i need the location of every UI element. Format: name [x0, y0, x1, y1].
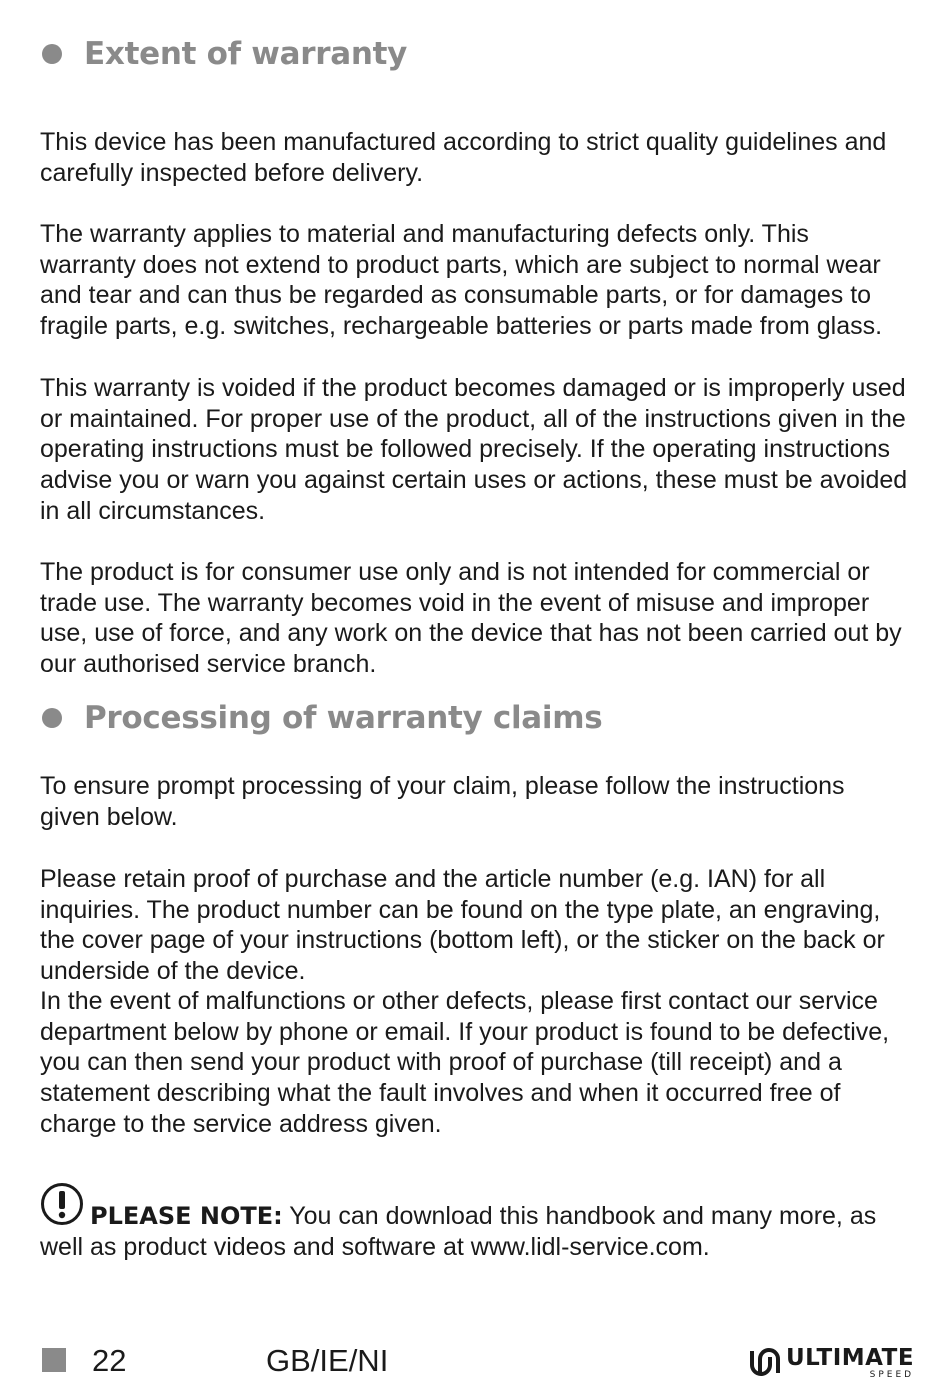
brand-logo [748, 1346, 914, 1380]
paragraph: Please retain proof of purchase and the article number (e.g. IAN) for all inquiries. The product number can be found on the type plate, an engraving, the cover page of your instructions (bottom left), or the sticker on the back or underside of the device. [40, 865, 885, 986]
paragraph: This warranty is voided if the product becomes damaged or is improperly used or maintained. For proper use of the product, all of the instructions given in the operating instructions must be followed precisely. If the operating instructions advise you or warn you against certain uses or actions, these must be avoided in all circumstances. [40, 374, 908, 525]
region-label: GB/IE/NI [266, 1343, 389, 1378]
page-number: 22 [92, 1343, 127, 1378]
paragraph: To ensure prompt processing of your claim, please follow the instructions given below. [40, 772, 845, 831]
heading-text: Extent of warranty [84, 36, 408, 72]
paragraph: The product is for consumer use only and is not intended for commercial or trade use. The warranty becomes void in the event of misuse and improper use, use of force, and any work on the device that has not been carried out by our authorised service branch. [40, 558, 902, 679]
note-paragraph [40, 1201, 910, 1262]
brand-mark-icon [748, 1347, 782, 1377]
page-marker-square [42, 1348, 66, 1372]
paragraph: In the event of malfunctions or other defects, please first contact our service department below by phone or email. If your product is found to be defective, you can then send your product with proof of purchase (till receipt) and a statement describing what the fault involves and when it occurred free of charge to the service address given. [40, 987, 890, 1138]
bullet-icon [42, 708, 62, 728]
bullet-icon [42, 44, 62, 64]
note-text: You can download this handbook and many more, as well as product videos and software at www.lidl-service.com. [40, 1202, 877, 1261]
section-heading-extent-of-warranty [42, 36, 407, 72]
brand-subtitle: SPEED [869, 1370, 915, 1380]
note-label: PLEASE NOTE: [90, 1202, 283, 1230]
heading-text: Processing of warranty claims [84, 700, 603, 736]
paragraph: The warranty applies to material and manufacturing defects only. This warranty does not extend to product parts, which are subject to normal wear and tear and can thus be regarded as consumable parts, or for damages to fragile parts, e.g. switches, rechargeable batteries or parts made from glass. [40, 220, 883, 341]
section-heading-processing-of-warranty-claims [42, 700, 602, 736]
brand-name: ULTIMATE [786, 1345, 915, 1371]
paragraph: This device has been manufactured according to strict quality guidelines and carefully inspected before delivery. [40, 128, 887, 187]
